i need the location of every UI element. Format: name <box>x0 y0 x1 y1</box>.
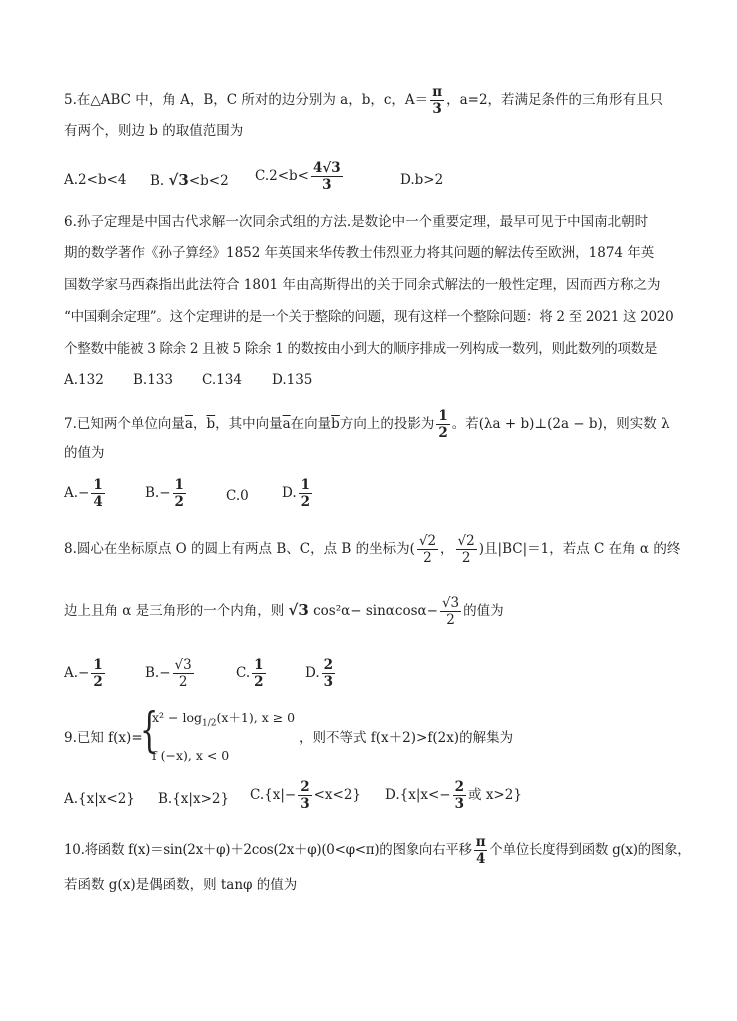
q5-option-a: A.2<b<4 <box>64 172 127 188</box>
q8-option-c: C. $\frac{1}{2}$ <box>236 657 264 690</box>
q8-option-b: B.− $\frac{√3}{2}$ <box>145 657 192 690</box>
q5-option-b: B. √3<b<2 <box>150 171 229 189</box>
q6-option-a: A.132 <box>64 372 104 388</box>
q5-pi-over-3: $\frac{\pi}{3}$ <box>432 84 443 117</box>
q9-option-b: B.{x|x>2} <box>158 791 230 807</box>
q6-line2: 期的数学著作《孙子算经》1852 年英国来华传教士伟烈亚力将其问题的解法传至欧洲，1874 年英 <box>64 245 655 261</box>
q8-option-a: A.− $\frac{1}{2}$ <box>64 657 103 690</box>
q7-option-c: C.0 <box>226 488 249 504</box>
q7-line1: 7.已知两个单位向量$\overline{a}$，$\overline{b}$，其中向量$\overline{a}$在向量$\overline{b}$方向上的投影为 $\frac{1}{2}$ 。若(λa + b)⊥(2a − b)，则实数 λ <box>64 408 670 441</box>
q5-option-d: D.b>2 <box>400 172 444 188</box>
q8-line1: 8.圆心在坐标原点 O 的圆上有两点 B、C，点 B 的坐标为( $\frac{√2}{2}$ ， $\frac{√2}{2}$ )且|BC|＝1，若点 C 在角 α 的终 <box>64 533 681 566</box>
q6-option-b: B.133 <box>133 372 173 388</box>
q9-option-d: D.{x|x<− $\frac{2}{3}$ 或 x>2} <box>385 779 522 812</box>
q6-option-c: C.134 <box>202 372 242 388</box>
q8-line2: 边上且角 α 是三角形的一个内角，则 √3 cos²α− sinαcosα− $\frac{√3}{2}$ 的值为 <box>64 595 504 628</box>
q9-option-a: A.{x|x<2} <box>64 791 135 807</box>
q7-line2: 的值为 <box>64 445 105 461</box>
q7-option-a: A.− $\frac{1}{4}$ <box>64 477 103 510</box>
q6-line3: 国数学家马西森指出此法符合 1801 年由高斯得出的关于同余式解法的一般性定理，因而西方称之为 <box>64 277 661 293</box>
q10-line1: 10.将函数 f(x)＝sin(2x＋φ)＋2cos(2x＋φ)(0<φ<π)的图象向右平移 $\frac{\pi}{4}$ 个单位长度得到函数 g(x)的图象， <box>64 834 691 867</box>
q7-option-d: D. $\frac{1}{2}$ <box>282 477 311 510</box>
q5-option-c: C.2<b< $\frac{4√3}{3}$ <box>255 160 341 193</box>
q6-line1: 6.孙子定理是中国古代求解一次同余式组的方法.是数论中一个重要定理，最早可见于中国南北朝时 <box>64 214 649 230</box>
q9-line-suffix: ，则不等式 f(x＋2)>f(2x)的解集为 <box>299 730 514 746</box>
q9-case1: $x^2 - \log_{1/2}(x+1)$, x ≥ 0 <box>152 710 296 729</box>
q6-line4: “中国剩余定理”。这个定理讲的是一个关于整除的问题，现有这样一个整除问题：将 2 至 2021 这 2020 <box>64 309 674 325</box>
q9-option-c: C.{x|− $\frac{2}{3}$ <x<2} <box>250 779 362 812</box>
q6-line5: 个整数中能被 3 除余 2 且被 5 除余 1 的数按由小到大的顺序排成一列构成一数列，则此数列的项数是 <box>64 341 658 357</box>
q10-line2: 若函数 g(x)是偶函数，则 tanφ 的值为 <box>64 877 298 893</box>
q5-line2: 有两个，则边 b 的取值范围为 <box>64 123 244 139</box>
q5-line1: 5.在△ABC 中，角 A，B，C 所对的边分别为 a，b，c，A＝ $\frac{\pi}{3}$ ，a=2，若满足条件的三角形有且只 <box>64 84 664 117</box>
q6-option-d: D.135 <box>272 372 313 388</box>
q7-option-b: B.− $\frac{1}{2}$ <box>145 477 184 510</box>
q9-prefix: 9.已知 f(x)= <box>64 730 143 746</box>
q9-brace: { <box>140 702 159 758</box>
q9-case2: f (−x), x < 0 <box>152 748 230 763</box>
q8-option-d: D. $\frac{2}{3}$ <box>305 657 334 690</box>
